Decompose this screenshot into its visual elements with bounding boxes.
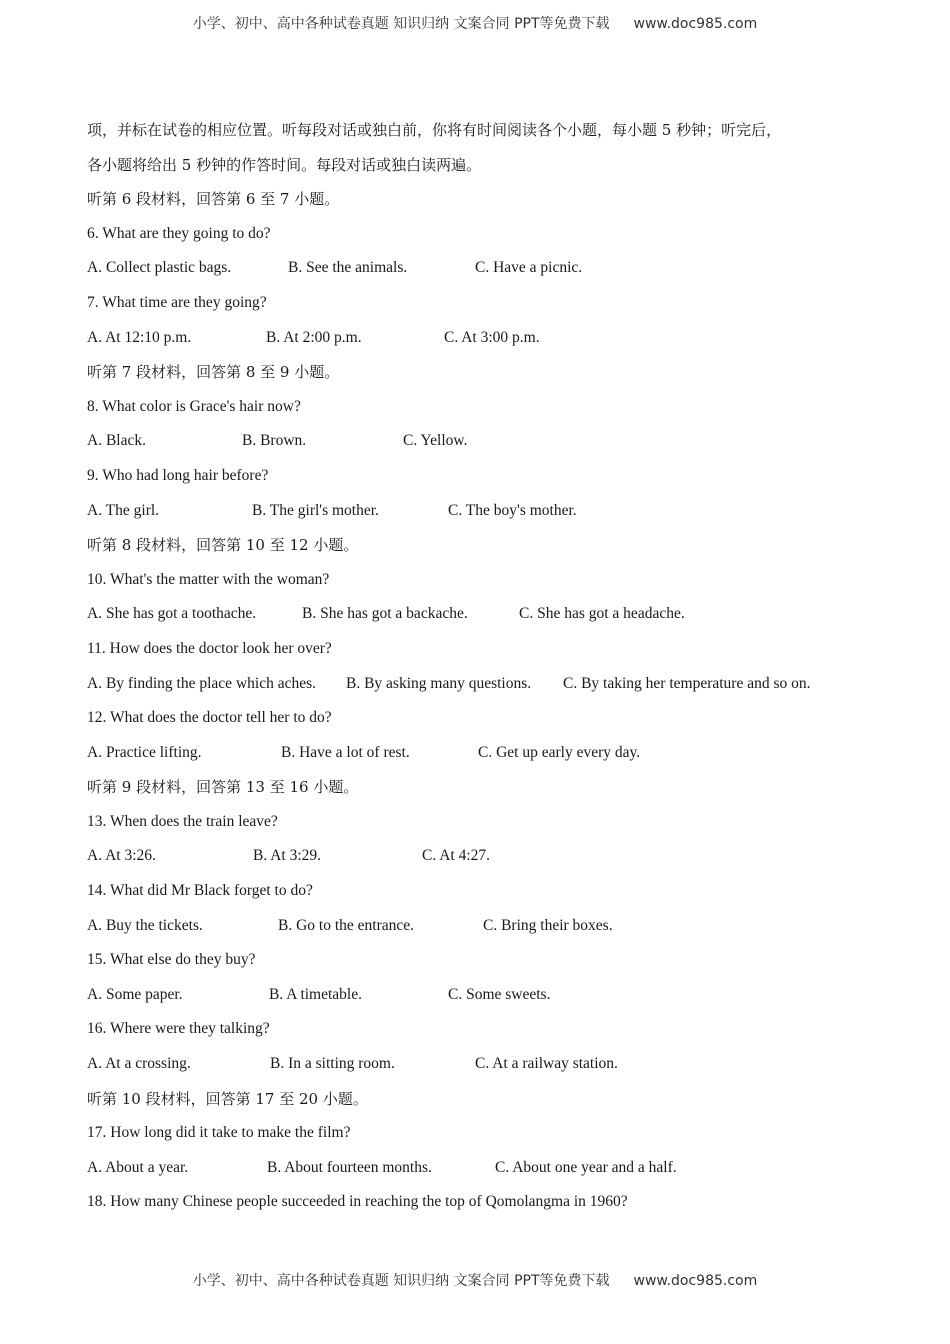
option-a: A. Buy the tickets. [87,916,203,934]
option-a: A. By finding the place which aches. [87,674,316,692]
section-heading: 听第 6 段材料，回答第 6 至 7 小题。 [87,190,340,209]
option-a: A. She has got a toothache. [87,605,257,623]
question-stem: 18. How many Chinese people succeeded in reaching the top of Qomolangma in 1960? [87,1193,628,1211]
question-stem: 8. What color is Grace's hair now? [87,397,301,415]
page-header [0,13,950,33]
option-b: B. About fourteen months. [267,1158,432,1176]
option-b: B. Brown. [242,432,307,450]
header-site: www.doc985.com [633,16,758,32]
options-row [87,1047,887,1082]
section-heading: 听第 8 段材料，回答第 10 至 12 小题。 [87,536,359,555]
exam-content [87,113,887,1220]
option-a: A. Collect plastic bags. [87,259,232,277]
section-heading: 听第 10 段材料，回答第 17 至 20 小题。 [87,1089,368,1108]
question-stem: 16. Where were they talking? [87,1020,270,1038]
option-c: C. The boy's mother. [448,501,577,519]
question-stem: 7. What time are they going? [87,293,267,311]
option-b: B. At 3:29. [253,847,322,865]
question-stem: 11. How does the doctor look her over? [87,639,332,657]
option-c: C. Get up early every day. [478,743,641,761]
option-c: C. At 3:00 p.m. [444,328,540,346]
question-stem: 6. What are they going to do? [87,224,271,242]
options-row [87,1151,887,1186]
options-row [87,597,887,632]
question-stem: 13. When does the train leave? [87,812,278,830]
options-row [87,494,887,529]
option-a: A. At 12:10 p.m. [87,328,192,346]
option-c: C. About one year and a half. [495,1158,677,1176]
options-row [87,736,887,771]
section-heading: 听第 7 段材料，回答第 8 至 9 小题。 [87,363,340,382]
options-row [87,251,887,286]
question-stem: 17. How long did it take to make the film? [87,1124,351,1142]
question-stem: 14. What did Mr Black forget to do? [87,882,313,900]
option-c: C. Yellow. [403,432,468,450]
option-c: C. Bring their boxes. [483,916,613,934]
question-stem: 9. Who had long hair before? [87,466,269,484]
option-a: A. Black. [87,432,146,450]
option-b: B. Have a lot of rest. [281,743,410,761]
section-heading: 听第 9 段材料，回答第 13 至 16 小题。 [87,778,359,797]
options-row [87,667,887,702]
option-a: A. Some paper. [87,985,183,1003]
intro-line: 各小题将给出 5 秒钟的作答时间。每段对话或独白读两遍。 [87,155,482,174]
question-stem: 12. What does the doctor tell her to do? [87,709,332,727]
option-a: A. Practice lifting. [87,743,202,761]
option-b: B. In a sitting room. [270,1055,395,1073]
option-b: B. At 2:00 p.m. [266,328,362,346]
option-c: C. Have a picnic. [475,259,583,277]
option-a: A. At 3:26. [87,847,156,865]
intro-line: 项，并标在试卷的相应位置。听每段对话或独白前，你将有时间阅读各个小题，每小题 5 秒钟；听完后， [87,121,782,139]
option-a: A. At a crossing. [87,1055,191,1073]
option-c: C. At a railway station. [475,1055,618,1073]
footer-site: www.doc985.com [633,1273,758,1289]
option-b: B. A timetable. [269,985,362,1003]
option-c: C. At 4:27. [422,847,491,865]
option-b: B. The girl's mother. [252,501,379,519]
options-row [87,839,887,874]
options-row [87,909,887,944]
option-b: B. By asking many questions. [346,674,532,692]
footer-text: 小学、初中、高中各种试卷真题 知识归纳 文案合同 PPT等免费下载 [192,1273,610,1289]
options-row [87,978,887,1013]
option-c: C. By taking her temperature and so on. [563,674,811,692]
option-a: A. The girl. [87,501,160,519]
option-c: C. Some sweets. [448,985,551,1003]
question-stem: 10. What's the matter with the woman? [87,570,330,588]
question-stem: 15. What else do they buy? [87,951,256,969]
header-text: 小学、初中、高中各种试卷真题 知识归纳 文案合同 PPT等免费下载 [192,16,610,32]
option-b: B. She has got a backache. [302,605,468,623]
page-footer [0,1270,950,1290]
option-a: A. About a year. [87,1158,189,1176]
options-row [87,321,887,356]
option-c: C. She has got a headache. [519,605,685,623]
option-b: B. Go to the entrance. [278,916,415,934]
options-row [87,424,887,459]
option-b: B. See the animals. [288,259,408,277]
